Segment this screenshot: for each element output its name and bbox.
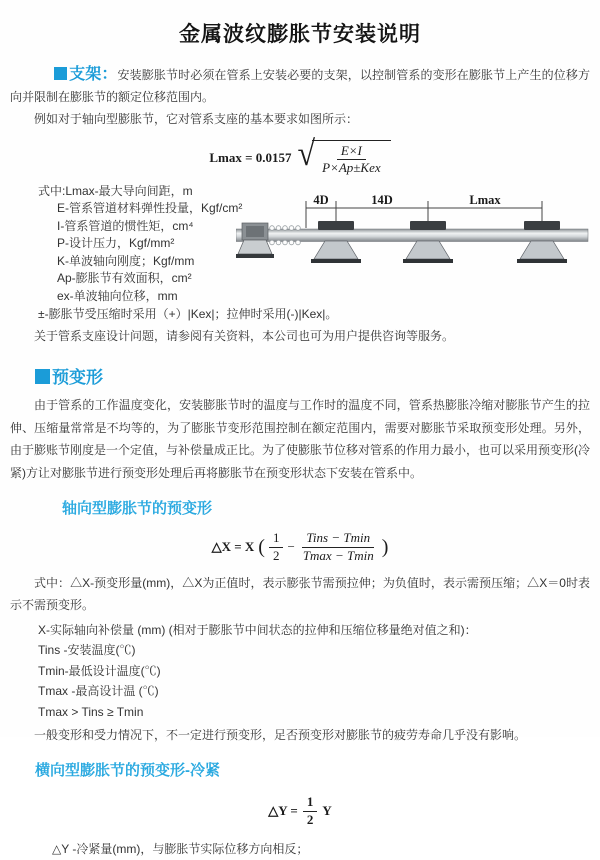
temp-numerator: Tins − Tmin: [302, 530, 374, 547]
predeform-paragraph: 由于管系的工作温度变化，安装膨胀节时的温度与工作时的温度不同，管系热膨胀冷缩对膨胀节产生的拉伸、压缩量常常是不均等的，为了膨胀节变形范围控制在额定范围内，需要对膨胀节采取预变形处理。另外，由于膨账节刚度是一个定值，与补偿量成正比。为了使膨胀节位移对管系的作用力最小，也可以采用预变形(冷紧)方让对膨胀节进行预变形处理后再将膨胀节在预变形状态下安装在管系中。: [10, 398, 591, 480]
section-square-icon: [54, 67, 67, 80]
minus-sign: −: [287, 539, 295, 554]
list-item: K-单波轴向刚度；Kgf/mm: [57, 253, 195, 268]
support-section-label: 支架：: [69, 66, 118, 83]
dim-label-14d: 14D: [371, 193, 393, 207]
axial-note: 一般变形和受力情况下，不一定进行预变形，足否预变形对膨胀节的疲劳寿命几乎没有影响。: [34, 728, 527, 743]
support-note: 关于管系支座设计问题，请参阅有关资料，本公司也可为用户提供咨询等服务。: [34, 329, 455, 344]
list-item: E-管系管道材料弹性投量，Kgf/cm²: [57, 201, 243, 216]
dim-label-4d: 4D: [313, 193, 329, 207]
list-item: 式中:Lmax-最大导向间距，m: [38, 183, 193, 198]
lateral-subsection-heading: 横向型膨胀节的预变形-冷紧: [35, 762, 220, 780]
support-intro-text: 安装膨胀节时必须在管系上安装必要的支架，以控制管系的变形在膨胀节上产生的位移方向并限制在膨胀节的额定位移范围内。: [10, 68, 590, 104]
formula-lhs: Lmax = 0.0157: [209, 150, 292, 166]
support-section-heading: [54, 68, 117, 82]
close-paren: ): [381, 536, 389, 558]
radical-expression: [297, 133, 391, 177]
axial-subsection-heading: 轴向型膨胀节的预变形: [62, 500, 213, 518]
guide-support: [403, 221, 453, 263]
predeform-section-label: 预变形: [52, 368, 103, 388]
predeform-section-heading: [35, 363, 590, 388]
pipe-support-diagram-svg: [236, 192, 592, 270]
temp-denominator: Tmax − Tmin: [302, 547, 374, 563]
half-denominator: 2: [306, 811, 314, 827]
page-title: 金属波纹膨胀节安装说明: [179, 23, 421, 46]
list-item: X-实际轴向补偿量 (mm) (相对于膨胀节中间状态的拉伸和压缩位移量绝对值之和)：: [38, 622, 477, 637]
list-item: ex-单波轴向位移，mm: [57, 289, 178, 304]
list-item: Tmax -最高设计温 (℃): [38, 684, 159, 699]
formula-rhs: Y: [322, 803, 332, 818]
list-item: ±-膨胀节受压缩时采用（+）|Kex|；拉伸时采用(-)|Kex|。: [38, 306, 338, 321]
dim-label-lmax: Lmax: [469, 193, 501, 207]
formula-lhs: △X = X: [211, 539, 255, 554]
half-denominator: 2: [272, 547, 280, 563]
list-item: Tmin-最低设计温度(℃): [38, 663, 161, 678]
radical-sign-icon: √: [297, 133, 316, 173]
formula-lhs: △Y =: [268, 803, 298, 818]
axial-predeform-formula: [10, 530, 590, 564]
open-paren: (: [258, 536, 265, 558]
pipe: [236, 229, 588, 242]
support-example-line: 例如对于轴向型膨胀节，它对管系支座的基本要求如图所示：: [34, 112, 359, 126]
formula-numerator: E×I: [337, 143, 366, 160]
list-item: Ap-膨胀节有效面积，cm²: [57, 271, 192, 286]
pipe-support-diagram: [236, 192, 592, 270]
list-item: I-管系管道的惯性矩，cm⁴: [57, 218, 194, 233]
support-intro-paragraph: [10, 64, 590, 108]
guide-support: [517, 221, 567, 263]
axial-where-paragraph: 式中：△X-预变形量(mm)，△X为正值时，表示膨张节需预拉伸；为负值时，表示需预压缩；△X＝0时表示不需预变形。: [10, 575, 590, 612]
half-numerator: 1: [269, 530, 284, 547]
formula-denominator: P×Ap±Kex: [322, 160, 381, 176]
guide-spacing-formula: [10, 133, 590, 177]
lateral-coldspring-formula: [10, 794, 590, 828]
axial-variable-list: [10, 620, 590, 723]
list-item: Tins -安装温度(℃): [38, 643, 136, 658]
half-numerator: 1: [303, 794, 318, 811]
guide-support: [311, 221, 361, 263]
list-item: P-设计压力，Kgf/mm²: [57, 236, 175, 251]
list-item: Tmax > Tins ≥ Tmin: [38, 704, 144, 719]
lateral-note: △Y -冷紧量(mm)，与膨胀节实际位移方向相反；: [52, 841, 309, 856]
section-square-icon: [35, 369, 50, 384]
